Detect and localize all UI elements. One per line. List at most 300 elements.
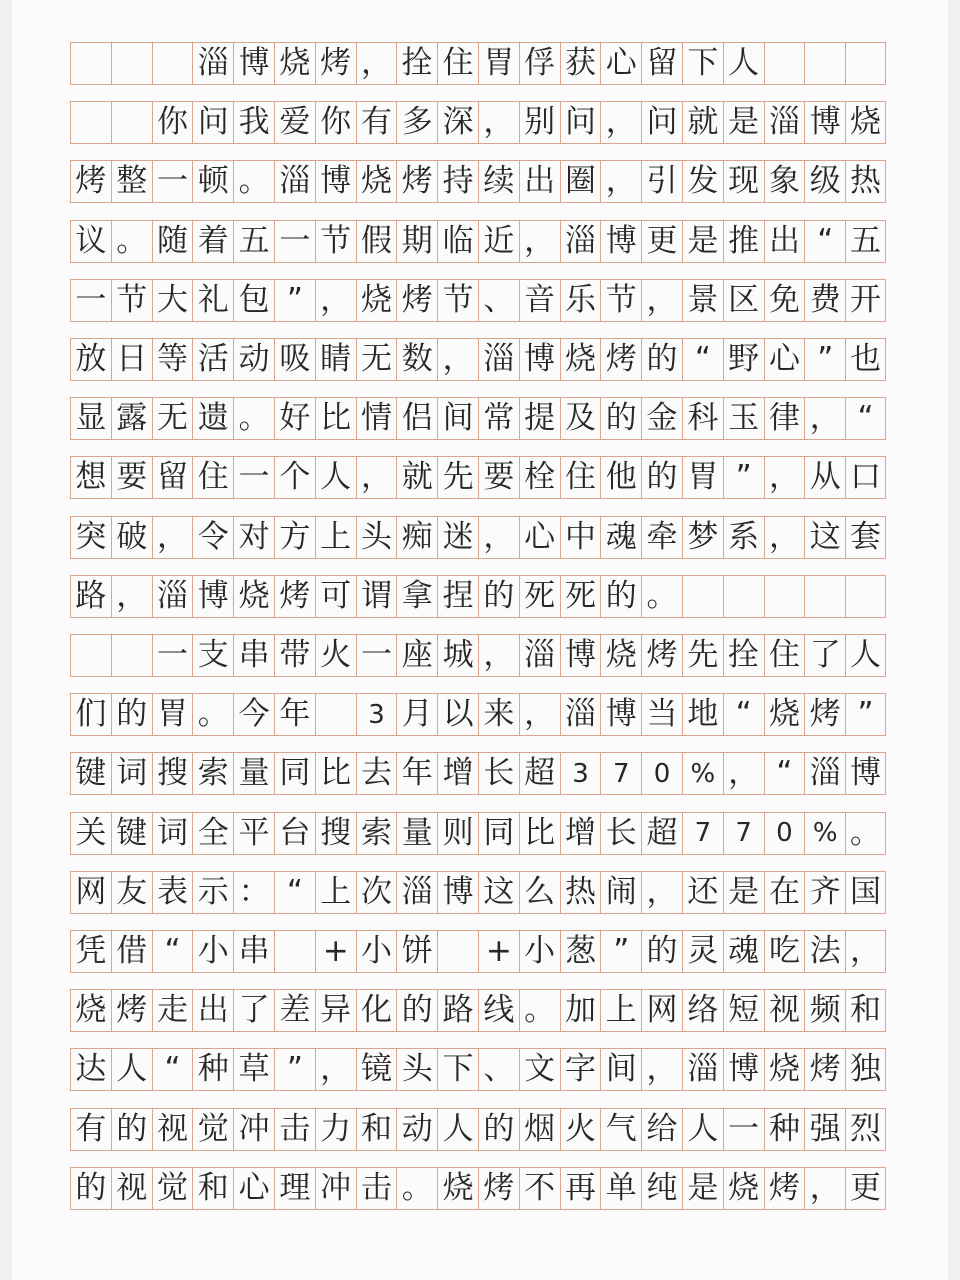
grid-cell: ” bbox=[723, 457, 764, 498]
grid-cell: 的 bbox=[478, 1109, 519, 1150]
grid-cell: 魂 bbox=[723, 931, 764, 972]
grid-cell: 再 bbox=[560, 1168, 601, 1209]
grid-cell: 短 bbox=[723, 990, 764, 1031]
grid-cell: 好 bbox=[274, 398, 315, 439]
grid-row bbox=[70, 634, 886, 677]
grid-cell: 多 bbox=[396, 102, 437, 143]
grid-cell: 们 bbox=[70, 694, 111, 735]
grid-cell: 无 bbox=[152, 398, 193, 439]
grid-row bbox=[70, 930, 886, 973]
grid-cell bbox=[152, 43, 193, 84]
grid-cell: 出 bbox=[192, 990, 233, 1031]
grid-cell: 3 bbox=[356, 694, 397, 735]
grid-cell: 级 bbox=[804, 161, 845, 202]
grid-cell: 先 bbox=[682, 635, 723, 676]
grid-row bbox=[70, 220, 886, 263]
grid-cell: 的 bbox=[641, 339, 682, 380]
grid-cell: 整 bbox=[111, 161, 152, 202]
grid-cell: 支 bbox=[192, 635, 233, 676]
grid-cell: 力 bbox=[315, 1109, 356, 1150]
grid-cell: 城 bbox=[437, 635, 478, 676]
grid-cell: 常 bbox=[478, 398, 519, 439]
grid-cell: 烤 bbox=[274, 576, 315, 617]
grid-cell: 。 bbox=[233, 161, 274, 202]
grid-cell: “ bbox=[764, 753, 805, 794]
grid-cell: 露 bbox=[111, 398, 152, 439]
grid-cell: 也 bbox=[845, 339, 886, 380]
grid-cell: 击 bbox=[274, 1109, 315, 1150]
grid-cell: 金 bbox=[641, 398, 682, 439]
grid-cell: 方 bbox=[274, 517, 315, 558]
grid-cell: 年 bbox=[396, 753, 437, 794]
grid-cell: 么 bbox=[519, 872, 560, 913]
grid-cell: 突 bbox=[70, 517, 111, 558]
grid-cell bbox=[111, 102, 152, 143]
grid-cell: 无 bbox=[356, 339, 397, 380]
grid-cell: 台 bbox=[274, 813, 315, 854]
grid-cell: 0 bbox=[641, 753, 682, 794]
grid-cell: 心 bbox=[764, 339, 805, 380]
grid-cell: ， bbox=[723, 753, 764, 794]
grid-cell: 增 bbox=[437, 753, 478, 794]
grid-cell: ， bbox=[641, 280, 682, 321]
grid-cell bbox=[70, 43, 111, 84]
grid-cell: 圈 bbox=[560, 161, 601, 202]
grid-cell: 痴 bbox=[396, 517, 437, 558]
grid-cell: 全 bbox=[192, 813, 233, 854]
grid-cell: 的 bbox=[111, 694, 152, 735]
grid-cell: ， bbox=[111, 576, 152, 617]
grid-cell: 上 bbox=[315, 517, 356, 558]
grid-cell: 视 bbox=[152, 1109, 193, 1150]
grid-cell: 串 bbox=[233, 635, 274, 676]
grid-cell: 烤 bbox=[70, 161, 111, 202]
grid-cell: 的 bbox=[70, 1168, 111, 1209]
grid-cell: 串 bbox=[233, 931, 274, 972]
grid-cell: 捏 bbox=[437, 576, 478, 617]
grid-cell: 迷 bbox=[437, 517, 478, 558]
grid-cell: 次 bbox=[356, 872, 397, 913]
grid-cell: 的 bbox=[641, 931, 682, 972]
grid-cell: 淄 bbox=[560, 694, 601, 735]
grid-cell: 人 bbox=[723, 43, 764, 84]
grid-row bbox=[70, 989, 886, 1032]
grid-cell: 小 bbox=[356, 931, 397, 972]
grid-cell: 淄 bbox=[192, 43, 233, 84]
grid-cell: 这 bbox=[804, 517, 845, 558]
grid-cell: 了 bbox=[804, 635, 845, 676]
grid-cell: 3 bbox=[560, 753, 601, 794]
grid-cell: ， bbox=[437, 339, 478, 380]
grid-cell: 上 bbox=[600, 990, 641, 1031]
grid-cell: 异 bbox=[315, 990, 356, 1031]
grid-cell: 路 bbox=[70, 576, 111, 617]
grid-cell: “ bbox=[804, 221, 845, 262]
grid-cell: 烧 bbox=[356, 161, 397, 202]
grid-cell: 系 bbox=[723, 517, 764, 558]
grid-cell: 还 bbox=[682, 872, 723, 913]
grid-cell: 节 bbox=[111, 280, 152, 321]
grid-cell: 五 bbox=[233, 221, 274, 262]
grid-cell: 加 bbox=[560, 990, 601, 1031]
grid-cell: 觉 bbox=[192, 1109, 233, 1150]
grid-cell: 留 bbox=[641, 43, 682, 84]
grid-cell: 玉 bbox=[723, 398, 764, 439]
grid-cell: 借 bbox=[111, 931, 152, 972]
grid-cell: 五 bbox=[845, 221, 886, 262]
grid-cell: 超 bbox=[519, 753, 560, 794]
grid-cell: 差 bbox=[274, 990, 315, 1031]
grid-cell: 侣 bbox=[396, 398, 437, 439]
grid-cell: 。 bbox=[192, 694, 233, 735]
grid-cell: 烤 bbox=[396, 280, 437, 321]
grid-cell bbox=[111, 43, 152, 84]
grid-cell: 显 bbox=[70, 398, 111, 439]
grid-cell: “ bbox=[274, 872, 315, 913]
grid-cell: 心 bbox=[233, 1168, 274, 1209]
grid-cell: 热 bbox=[560, 872, 601, 913]
grid-cell: 冲 bbox=[233, 1109, 274, 1150]
grid-cell: 。 bbox=[233, 398, 274, 439]
grid-cell: “ bbox=[152, 931, 193, 972]
grid-cell: 乐 bbox=[560, 280, 601, 321]
grid-cell: 博 bbox=[560, 635, 601, 676]
grid-cell: 假 bbox=[356, 221, 397, 262]
grid-cell: ， bbox=[315, 1049, 356, 1090]
grid-cell: % bbox=[682, 753, 723, 794]
grid-cell: 下 bbox=[682, 43, 723, 84]
grid-cell: 中 bbox=[560, 517, 601, 558]
grid-row bbox=[70, 279, 886, 322]
grid-cell: 0 bbox=[764, 813, 805, 854]
grid-cell: 死 bbox=[560, 576, 601, 617]
grid-cell: 博 bbox=[437, 872, 478, 913]
grid-cell: 带 bbox=[274, 635, 315, 676]
grid-cell: 动 bbox=[233, 339, 274, 380]
grid-cell: 就 bbox=[396, 457, 437, 498]
grid-cell: ” bbox=[804, 339, 845, 380]
grid-cell: 的 bbox=[478, 576, 519, 617]
grid-cell: 就 bbox=[682, 102, 723, 143]
grid-cell: 淄 bbox=[478, 339, 519, 380]
grid-cell: ， bbox=[600, 161, 641, 202]
grid-cell: 烧 bbox=[600, 635, 641, 676]
grid-cell: ， bbox=[804, 398, 845, 439]
grid-cell: 强 bbox=[804, 1109, 845, 1150]
grid-cell: 着 bbox=[192, 221, 233, 262]
grid-cell: 人 bbox=[111, 1049, 152, 1090]
grid-cell: 住 bbox=[764, 635, 805, 676]
grid-cell: 拴 bbox=[396, 43, 437, 84]
grid-cell bbox=[70, 102, 111, 143]
grid-cell: ” bbox=[274, 280, 315, 321]
grid-cell: 住 bbox=[437, 43, 478, 84]
grid-cell: 这 bbox=[478, 872, 519, 913]
grid-cell: 活 bbox=[192, 339, 233, 380]
grid-cell: 饼 bbox=[396, 931, 437, 972]
grid-cell bbox=[682, 576, 723, 617]
grid-row bbox=[70, 1167, 886, 1210]
grid-cell: 胃 bbox=[152, 694, 193, 735]
grid-cell: 烈 bbox=[845, 1109, 886, 1150]
grid-cell: 小 bbox=[519, 931, 560, 972]
grid-cell: 我 bbox=[233, 102, 274, 143]
grid-cell: 索 bbox=[356, 813, 397, 854]
grid-cell: 走 bbox=[152, 990, 193, 1031]
grid-cell: 对 bbox=[233, 517, 274, 558]
grid-cell: 等 bbox=[152, 339, 193, 380]
grid-cell: 给 bbox=[641, 1109, 682, 1150]
grid-cell: 灵 bbox=[682, 931, 723, 972]
grid-cell: 索 bbox=[192, 753, 233, 794]
grid-cell: 的 bbox=[600, 576, 641, 617]
grid-cell: 死 bbox=[519, 576, 560, 617]
grid-cell: 字 bbox=[560, 1049, 601, 1090]
grid-cell: 律 bbox=[764, 398, 805, 439]
grid-cell: 节 bbox=[315, 221, 356, 262]
grid-cell: 视 bbox=[111, 1168, 152, 1209]
grid-cell: 动 bbox=[396, 1109, 437, 1150]
grid-cell: + bbox=[478, 931, 519, 972]
grid-cell: 、 bbox=[478, 1049, 519, 1090]
grid-cell: 搜 bbox=[152, 753, 193, 794]
grid-cell: 键 bbox=[111, 813, 152, 854]
grid-cell: 一 bbox=[152, 161, 193, 202]
grid-row bbox=[70, 1048, 886, 1091]
grid-cell: 烤 bbox=[111, 990, 152, 1031]
grid-cell: 在 bbox=[764, 872, 805, 913]
grid-cell: “ bbox=[723, 694, 764, 735]
grid-cell: 胃 bbox=[478, 43, 519, 84]
grid-row bbox=[70, 160, 886, 203]
grid-cell: 长 bbox=[600, 813, 641, 854]
grid-cell: 头 bbox=[396, 1049, 437, 1090]
grid-cell: 人 bbox=[315, 457, 356, 498]
grid-cell: 博 bbox=[519, 339, 560, 380]
grid-cell: 淄 bbox=[152, 576, 193, 617]
grid-cell: 同 bbox=[274, 753, 315, 794]
grid-cell: 及 bbox=[560, 398, 601, 439]
grid-cell: 不 bbox=[519, 1168, 560, 1209]
grid-cell: 击 bbox=[356, 1168, 397, 1209]
grid-cell bbox=[845, 43, 886, 84]
grid-cell: 7 bbox=[682, 813, 723, 854]
grid-cell: 独 bbox=[845, 1049, 886, 1090]
grid-cell: ， bbox=[804, 1168, 845, 1209]
grid-cell: 野 bbox=[723, 339, 764, 380]
grid-cell: 一 bbox=[274, 221, 315, 262]
grid-cell: 。 bbox=[111, 221, 152, 262]
grid-cell: ， bbox=[152, 517, 193, 558]
grid-cell: 。 bbox=[519, 990, 560, 1031]
grid-cell: 烧 bbox=[437, 1168, 478, 1209]
grid-cell: ： bbox=[233, 872, 274, 913]
grid-cell: 出 bbox=[519, 161, 560, 202]
grid-cell: 词 bbox=[152, 813, 193, 854]
grid-cell: 持 bbox=[437, 161, 478, 202]
grid-cell: 人 bbox=[437, 1109, 478, 1150]
grid-cell bbox=[70, 635, 111, 676]
grid-cell: 年 bbox=[274, 694, 315, 735]
grid-cell: 你 bbox=[152, 102, 193, 143]
grid-cell: 去 bbox=[356, 753, 397, 794]
grid-cell: 景 bbox=[682, 280, 723, 321]
grid-cell: 烤 bbox=[804, 1049, 845, 1090]
grid-cell: 7 bbox=[723, 813, 764, 854]
grid-cell bbox=[274, 931, 315, 972]
grid-cell bbox=[764, 43, 805, 84]
grid-cell: 口 bbox=[845, 457, 886, 498]
grid-cell: 。 bbox=[396, 1168, 437, 1209]
grid-row bbox=[70, 1108, 886, 1151]
grid-cell: 深 bbox=[437, 102, 478, 143]
grid-cell: 提 bbox=[519, 398, 560, 439]
grid-cell: 则 bbox=[437, 813, 478, 854]
grid-cell: 免 bbox=[764, 280, 805, 321]
grid-cell: 路 bbox=[437, 990, 478, 1031]
grid-cell bbox=[111, 635, 152, 676]
grid-cell: 法 bbox=[804, 931, 845, 972]
grid-cell: ， bbox=[519, 694, 560, 735]
grid-cell: 烤 bbox=[804, 694, 845, 735]
grid-cell: 间 bbox=[600, 1049, 641, 1090]
grid-cell: 放 bbox=[70, 339, 111, 380]
grid-cell: 问 bbox=[560, 102, 601, 143]
grid-row bbox=[70, 812, 886, 855]
grid-cell: 关 bbox=[70, 813, 111, 854]
grid-cell: ， bbox=[845, 931, 886, 972]
title-row bbox=[70, 42, 886, 85]
grid-cell: 长 bbox=[478, 753, 519, 794]
grid-cell: 费 bbox=[804, 280, 845, 321]
grid-cell: 数 bbox=[396, 339, 437, 380]
grid-row bbox=[70, 752, 886, 795]
grid-cell: 理 bbox=[274, 1168, 315, 1209]
grid-cell: 比 bbox=[315, 398, 356, 439]
grid-cell: ” bbox=[845, 694, 886, 735]
grid-cell: 象 bbox=[764, 161, 805, 202]
grid-cell: 淄 bbox=[682, 1049, 723, 1090]
grid-cell: 烤 bbox=[641, 635, 682, 676]
grid-cell: 心 bbox=[600, 43, 641, 84]
grid-cell: 发 bbox=[682, 161, 723, 202]
grid-cell: 的 bbox=[641, 457, 682, 498]
grid-cell: 博 bbox=[600, 221, 641, 262]
grid-cell: 梦 bbox=[682, 517, 723, 558]
grid-cell: 爱 bbox=[274, 102, 315, 143]
grid-cell: 俘 bbox=[519, 43, 560, 84]
grid-cell: 下 bbox=[437, 1049, 478, 1090]
grid-cell: 热 bbox=[845, 161, 886, 202]
grid-cell: 日 bbox=[111, 339, 152, 380]
grid-cell: 想 bbox=[70, 457, 111, 498]
grid-cell: 音 bbox=[519, 280, 560, 321]
grid-cell: 凭 bbox=[70, 931, 111, 972]
grid-cell bbox=[845, 576, 886, 617]
grid-cell: ， bbox=[356, 43, 397, 84]
grid-cell: 和 bbox=[192, 1168, 233, 1209]
grid-cell: 键 bbox=[70, 753, 111, 794]
grid-cell: 博 bbox=[315, 161, 356, 202]
grid-cell: 达 bbox=[70, 1049, 111, 1090]
grid-cell: 表 bbox=[152, 872, 193, 913]
grid-cell: 络 bbox=[682, 990, 723, 1031]
grid-cell: 和 bbox=[845, 990, 886, 1031]
grid-cell: 草 bbox=[233, 1049, 274, 1090]
grid-cell: 频 bbox=[804, 990, 845, 1031]
grid-cell: 和 bbox=[356, 1109, 397, 1150]
grid-cell: 。 bbox=[845, 813, 886, 854]
grid-cell: 一 bbox=[152, 635, 193, 676]
grid-cell: ” bbox=[274, 1049, 315, 1090]
grid-cell: ， bbox=[356, 457, 397, 498]
grid-cell: 现 bbox=[723, 161, 764, 202]
grid-cell: 当 bbox=[641, 694, 682, 735]
grid-cell: 淄 bbox=[274, 161, 315, 202]
grid-cell: 。 bbox=[641, 576, 682, 617]
grid-cell: 量 bbox=[396, 813, 437, 854]
grid-cell: 量 bbox=[233, 753, 274, 794]
grid-cell: 烧 bbox=[274, 43, 315, 84]
grid-cell: ， bbox=[641, 872, 682, 913]
grid-cell: 获 bbox=[560, 43, 601, 84]
grid-cell: 住 bbox=[192, 457, 233, 498]
grid-cell: 觉 bbox=[152, 1168, 193, 1209]
grid-cell: 齐 bbox=[804, 872, 845, 913]
grid-cell: 大 bbox=[152, 280, 193, 321]
grid-cell: 烤 bbox=[600, 339, 641, 380]
grid-cell: 续 bbox=[478, 161, 519, 202]
grid-cell: 令 bbox=[192, 517, 233, 558]
grid-cell: 有 bbox=[356, 102, 397, 143]
grid-cell: 出 bbox=[764, 221, 805, 262]
grid-cell: 葱 bbox=[560, 931, 601, 972]
grid-cell: 月 bbox=[396, 694, 437, 735]
grid-cell: 一 bbox=[233, 457, 274, 498]
grid-cell: 烤 bbox=[764, 1168, 805, 1209]
grid-cell: 了 bbox=[233, 990, 274, 1031]
grid-cell: 拴 bbox=[723, 635, 764, 676]
grid-row bbox=[70, 516, 886, 559]
grid-cell: 以 bbox=[437, 694, 478, 735]
grid-row bbox=[70, 338, 886, 381]
grid-cell: 包 bbox=[233, 280, 274, 321]
grid-cell: 是 bbox=[723, 102, 764, 143]
grid-cell: 魂 bbox=[600, 517, 641, 558]
grid-cell: 同 bbox=[478, 813, 519, 854]
grid-cell: ， bbox=[478, 635, 519, 676]
grid-cell: ， bbox=[764, 457, 805, 498]
grid-cell: 开 bbox=[845, 280, 886, 321]
grid-cell: 推 bbox=[723, 221, 764, 262]
grid-cell: 节 bbox=[600, 280, 641, 321]
grid-cell: 栓 bbox=[519, 457, 560, 498]
grid-cell: 化 bbox=[356, 990, 397, 1031]
grid-cell: 淄 bbox=[804, 753, 845, 794]
grid-cell: 随 bbox=[152, 221, 193, 262]
grid-cell: “ bbox=[845, 398, 886, 439]
grid-cell: 可 bbox=[315, 576, 356, 617]
grid-cell: 更 bbox=[845, 1168, 886, 1209]
grid-cell: 头 bbox=[356, 517, 397, 558]
grid-cell: 破 bbox=[111, 517, 152, 558]
grid-cell: 更 bbox=[641, 221, 682, 262]
grid-cell: 要 bbox=[478, 457, 519, 498]
grid-cell: 别 bbox=[519, 102, 560, 143]
grid-cell: 近 bbox=[478, 221, 519, 262]
grid-cell: 淄 bbox=[519, 635, 560, 676]
grid-cell: 地 bbox=[682, 694, 723, 735]
